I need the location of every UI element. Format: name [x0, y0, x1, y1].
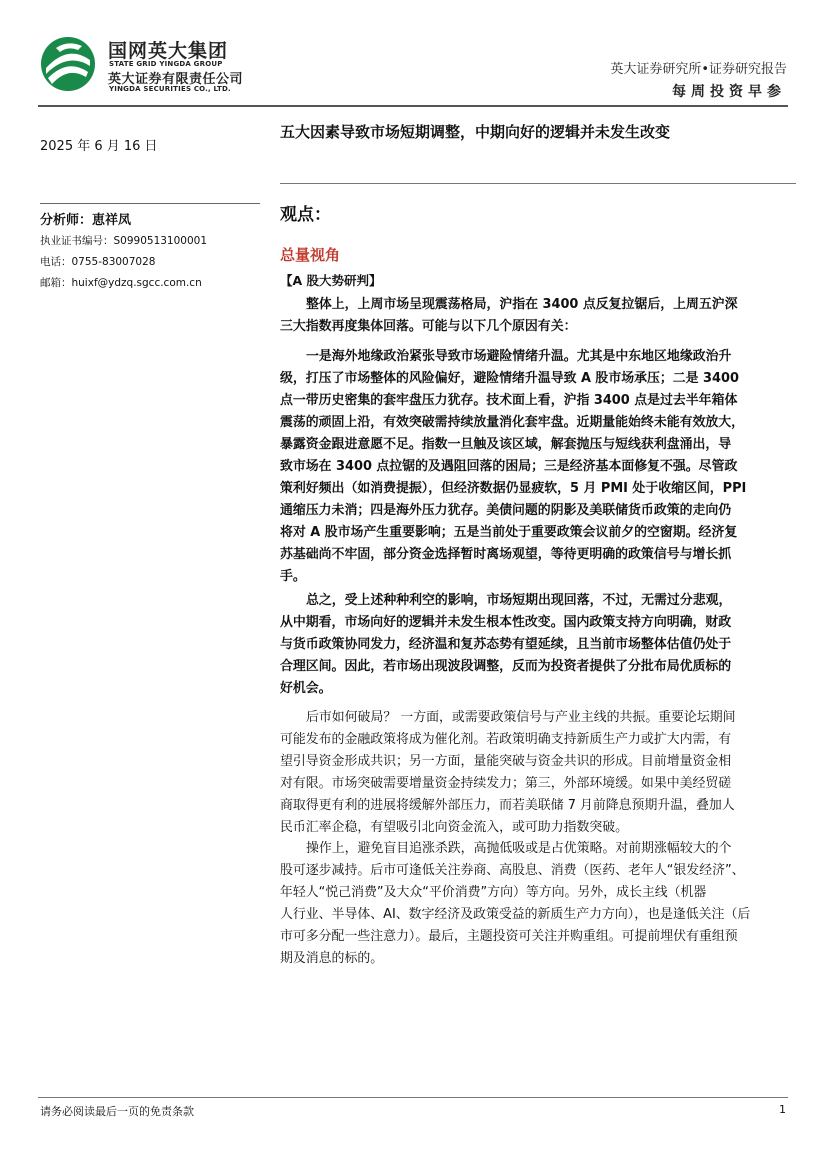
viewpoint-heading: 观点：: [280, 205, 331, 225]
paragraph-line: 整体上，上周市场呈现震荡格局，沪指在 3400 点反复拉锯后，上周五沪深: [306, 297, 738, 312]
paragraph-1: [280, 294, 796, 338]
paragraph-line: 一是海外地缘政治紧张导致市场避险情绪升温。尤其是中东地区地缘政治升: [306, 349, 732, 364]
logo-company-name: 英大证券有限责任公司: [108, 72, 244, 87]
company-logo-icon: [38, 34, 98, 94]
paragraph-line: 市可多分配一些注意力）。最后，主题投资可关注并购重组。可提前埋伏有重组预: [280, 929, 738, 944]
paragraph-line: 股可逐步减持。后市可逢低关注券商、高股息、消费（医药、老年人“银发经济”、: [280, 863, 745, 878]
analyst-certificate: 执业证书编号：S0990513100001: [40, 235, 208, 247]
paragraph-line: 操作上，避免盲目追涨杀跌，高抛低吸或是占优策略。对前期涨幅较大的个: [306, 841, 732, 856]
paragraph-line: 商取得更有利的进展将缓解外部压力，而若美联储 7 月前降息预期升温，叠加人: [280, 798, 735, 813]
paragraph-line: 将对 A 股市场产生重要影响；五是当前处于重要政策会议前夕的空窗期。经济复: [280, 525, 738, 540]
subsection-heading: 【A 股大势研判】: [280, 273, 382, 288]
paragraph-line: 点一带历史密集的套牢盘压力犹存。技术面上看，沪指 3400 点是过去半年箱体: [280, 393, 738, 408]
report-title: 五大因素导致市场短期调整，中期向好的逻辑并未发生改变: [280, 123, 671, 141]
paragraph-line: 后市如何破局？ 一方面，或需要政策信号与产业主线的共振。重要论坛期间: [306, 710, 736, 725]
analyst-phone: 电话：0755-83007028: [40, 256, 156, 268]
paragraph-3: [280, 590, 796, 700]
title-divider: [280, 183, 796, 184]
footer-divider: [38, 1097, 788, 1098]
logo-company-name-en: YINGDA SECURITIES CO., LTD.: [109, 85, 231, 93]
paragraph-line: 手。: [280, 569, 306, 584]
paragraph-line: 从中期看，市场向好的逻辑并未发生根本性改变。国内政策支持方向明确，财政: [280, 615, 732, 630]
report-date: 2025 年 6 月 16 日: [40, 139, 158, 154]
footer-disclaimer: 请务必阅读最后一页的免责条款: [40, 1105, 194, 1118]
paragraph-line: 总之，受上述种种利空的影响，市场短期出现回落，不过，无需过分悲观，: [306, 593, 732, 608]
paragraph-4: [280, 707, 796, 839]
paragraph-line: 三大指数再度集体回落。可能与以下几个原因有关：: [280, 319, 577, 334]
header-organization: 英大证券研究所•证券研究报告: [610, 62, 787, 77]
logo-group-name-en: STATE GRID YINGDA GROUP: [109, 60, 223, 68]
paragraph-line: 民币汇率企稳，有望吸引北向资金流入，或可助力指数突破。: [280, 820, 629, 835]
header-report-type: 每周投资早参: [672, 84, 786, 100]
header-divider: [38, 105, 788, 107]
paragraph-2: [280, 346, 796, 588]
page-number: 1: [779, 1103, 786, 1116]
paragraph-line: 合理区间。因此，若市场出现波段调整，反而为投资者提供了分批布局优质标的: [280, 659, 732, 674]
paragraph-line: 暴露资金跟进意愿不足。指数一旦触及该区域，解套抛压与短线获利盘涌出，导: [280, 437, 732, 452]
paragraph-line: 致市场在 3400 点拉锯的及遇阻回落的困局；三是经济基本面修复不强。尽管政: [280, 459, 738, 474]
paragraph-line: 年轻人“悦己消费”及大众“平价消费”方向）等方向。另外，成长主线（机器: [280, 885, 707, 900]
paragraph-line: 苏基础尚不牢固，部分资金选择暂时离场观望，等待更明确的政策信号与增长抓: [280, 547, 732, 562]
paragraph-5: [280, 838, 796, 970]
paragraph-line: 望引导资金形成共识；另一方面，量能突破与资金共识的形成。目前增量资金相: [280, 754, 732, 769]
analyst-name: 分析师：恵祥凤: [40, 213, 132, 228]
paragraph-line: 级，打压了市场整体的风险偏好，避险情绪升温导致 A 股市场承压；二是 3400: [280, 371, 739, 386]
analyst-email: 邮箱：huixf@ydzq.sgcc.com.cn: [40, 277, 202, 289]
paragraph-line: 与货币政策协同发力，经济温和复苏态势有望延续，且当前市场整体估值仍处于: [280, 637, 732, 652]
paragraph-line: 期及消息的标的。: [280, 951, 384, 966]
paragraph-line: 人行业、半导体、AI、数字经济及政策受益的新质生产力方向），也是逢低关注（后: [280, 907, 751, 922]
sidebar-divider: [40, 203, 260, 204]
paragraph-line: 可能发布的金融政策将成为催化剂。若政策明确支持新质生产力或扩大内需，有: [280, 732, 732, 747]
paragraph-line: 对有限。市场突破需要增量资金持续发力；第三，外部环境缓。如果中美经贸磋: [280, 776, 732, 791]
paragraph-line: 通缩压力未消；四是海外压力犹存。美债问题的阴影及美联储货币政策的走向仍: [280, 503, 732, 518]
paragraph-line: 策利好频出（如消费提振），但经济数据仍显疲软，5 月 PMI 处于收缩区间，PPI: [280, 481, 747, 496]
paragraph-line: 震荡的顽固上沿，有效突破需持续放量消化套牢盘。近期量能始终未能有效放大，: [280, 415, 745, 430]
section-heading: 总量视角: [280, 246, 341, 264]
paragraph-line: 好机会。: [280, 681, 332, 696]
logo-group-name: 国网英大集团: [108, 40, 229, 62]
